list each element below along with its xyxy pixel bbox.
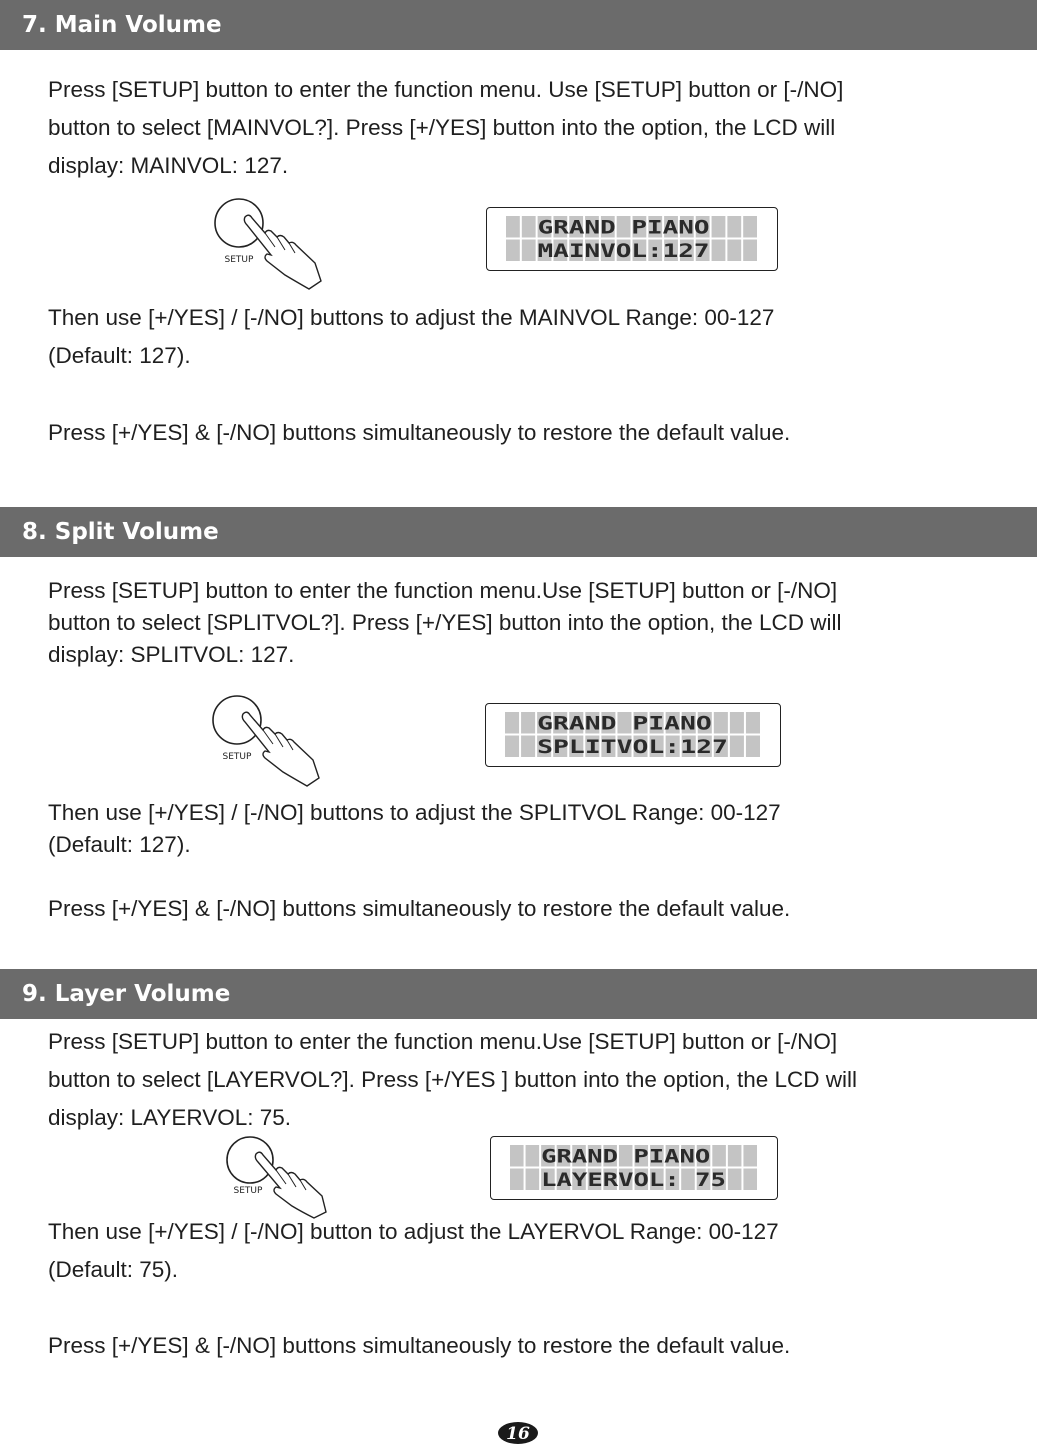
- split-volume-intro: Press [SETUP] button to enter the function menu.Use [SETUP] button or [-/NO] button to select [SPLITVOL?]. Press [+/YES] button into the option, the LCD will display: SPLITVOL: 127.: [48, 578, 842, 667]
- lcd-cell: [743, 1169, 757, 1191]
- lcd-cell: [510, 1169, 524, 1191]
- lcd-cell: [743, 240, 757, 262]
- lcd-cell: [506, 240, 520, 262]
- setup-button-label: SETUP: [233, 1186, 263, 1196]
- main-volume-intro: Press [SETUP] button to enter the function menu. Use [SETUP] button or [-/NO] button to select [MAINVOL?]. Press [+/YES] button into the option, the LCD will display: MAINVOL: 127.: [48, 77, 844, 178]
- lcd-line-2: SPLITVOL:127: [537, 736, 728, 758]
- lcd-cell: [526, 1169, 540, 1191]
- lcd-cell: [505, 712, 519, 734]
- page-number: 16: [506, 1424, 530, 1444]
- lcd-cell: [522, 240, 536, 262]
- main-volume-restore: Press [+/YES] & [-/NO] buttons simultaneously to restore the default value.: [48, 420, 791, 445]
- layer-volume-intro: Press [SETUP] button to enter the function menu.Use [SETUP] button or [-/NO] button to select [LAYERVOL?]. Press [+/YES ] button into the option, the LCD will display: LAYERVOL: 75.: [48, 1029, 857, 1130]
- setup-button-label: SETUP: [222, 752, 252, 762]
- lcd-cell: [510, 1145, 524, 1167]
- lcd-cell: [521, 736, 535, 758]
- lcd-line-1: GRAND PIANO: [537, 216, 710, 239]
- main-volume-adjust: Then use [+/YES] / [-/NO] buttons to adjust the MAINVOL Range: 00-127 (Default: 127).: [48, 305, 775, 368]
- lcd-cell: [712, 1145, 726, 1167]
- lcd-cell: [526, 1145, 540, 1167]
- setup-button-icon: [203, 692, 323, 787]
- lcd-cell: [522, 216, 536, 238]
- split-volume-restore: Press [+/YES] & [-/NO] buttons simultaneously to restore the default value.: [48, 896, 791, 921]
- lcd-display-layer: [490, 1136, 778, 1200]
- lcd-cell: [521, 712, 535, 734]
- lcd-display-main: [486, 207, 778, 271]
- setup-button-label: SETUP: [224, 255, 254, 265]
- lcd-cell: [727, 216, 741, 238]
- page-number-badge: [497, 1421, 539, 1445]
- lcd-line-1: GRAND PIANO: [537, 712, 712, 735]
- lcd-cell: [730, 736, 744, 758]
- lcd-cell: [746, 712, 760, 734]
- section-heading-layer-volume: 9. Layer Volume: [0, 969, 1037, 1019]
- lcd-cell: [730, 712, 744, 734]
- lcd-cell: [746, 736, 760, 758]
- lcd-cell: [743, 1145, 757, 1167]
- lcd-line-1: GRAND PIANO: [541, 1145, 711, 1168]
- lcd-line-2: LAYERVOL: 75: [541, 1169, 726, 1191]
- setup-button-icon: [205, 195, 325, 290]
- lcd-cell: [506, 216, 520, 238]
- layer-volume-adjust: Then use [+/YES] / [-/NO] button to adjust the LAYERVOL Range: 00-127 (Default: 75).: [48, 1219, 779, 1282]
- lcd-cell: [712, 216, 726, 238]
- section-heading-split-volume: 8. Split Volume: [0, 507, 1037, 557]
- lcd-cell: [712, 240, 726, 262]
- lcd-display-split: [485, 703, 781, 767]
- section-heading-main-volume: 7. Main Volume: [0, 0, 1037, 50]
- lcd-cell: [728, 1145, 742, 1167]
- lcd-cell: [728, 1169, 742, 1191]
- lcd-line-2: MAINVOL:127: [537, 240, 710, 262]
- lcd-cell: [743, 216, 757, 238]
- split-volume-adjust: Then use [+/YES] / [-/NO] buttons to adjust the SPLITVOL Range: 00-127 (Default: 127).: [48, 800, 781, 857]
- lcd-cell: [505, 736, 519, 758]
- layer-volume-restore: Press [+/YES] & [-/NO] buttons simultaneously to restore the default value.: [48, 1333, 791, 1358]
- lcd-cell: [727, 240, 741, 262]
- lcd-cell: [714, 712, 728, 734]
